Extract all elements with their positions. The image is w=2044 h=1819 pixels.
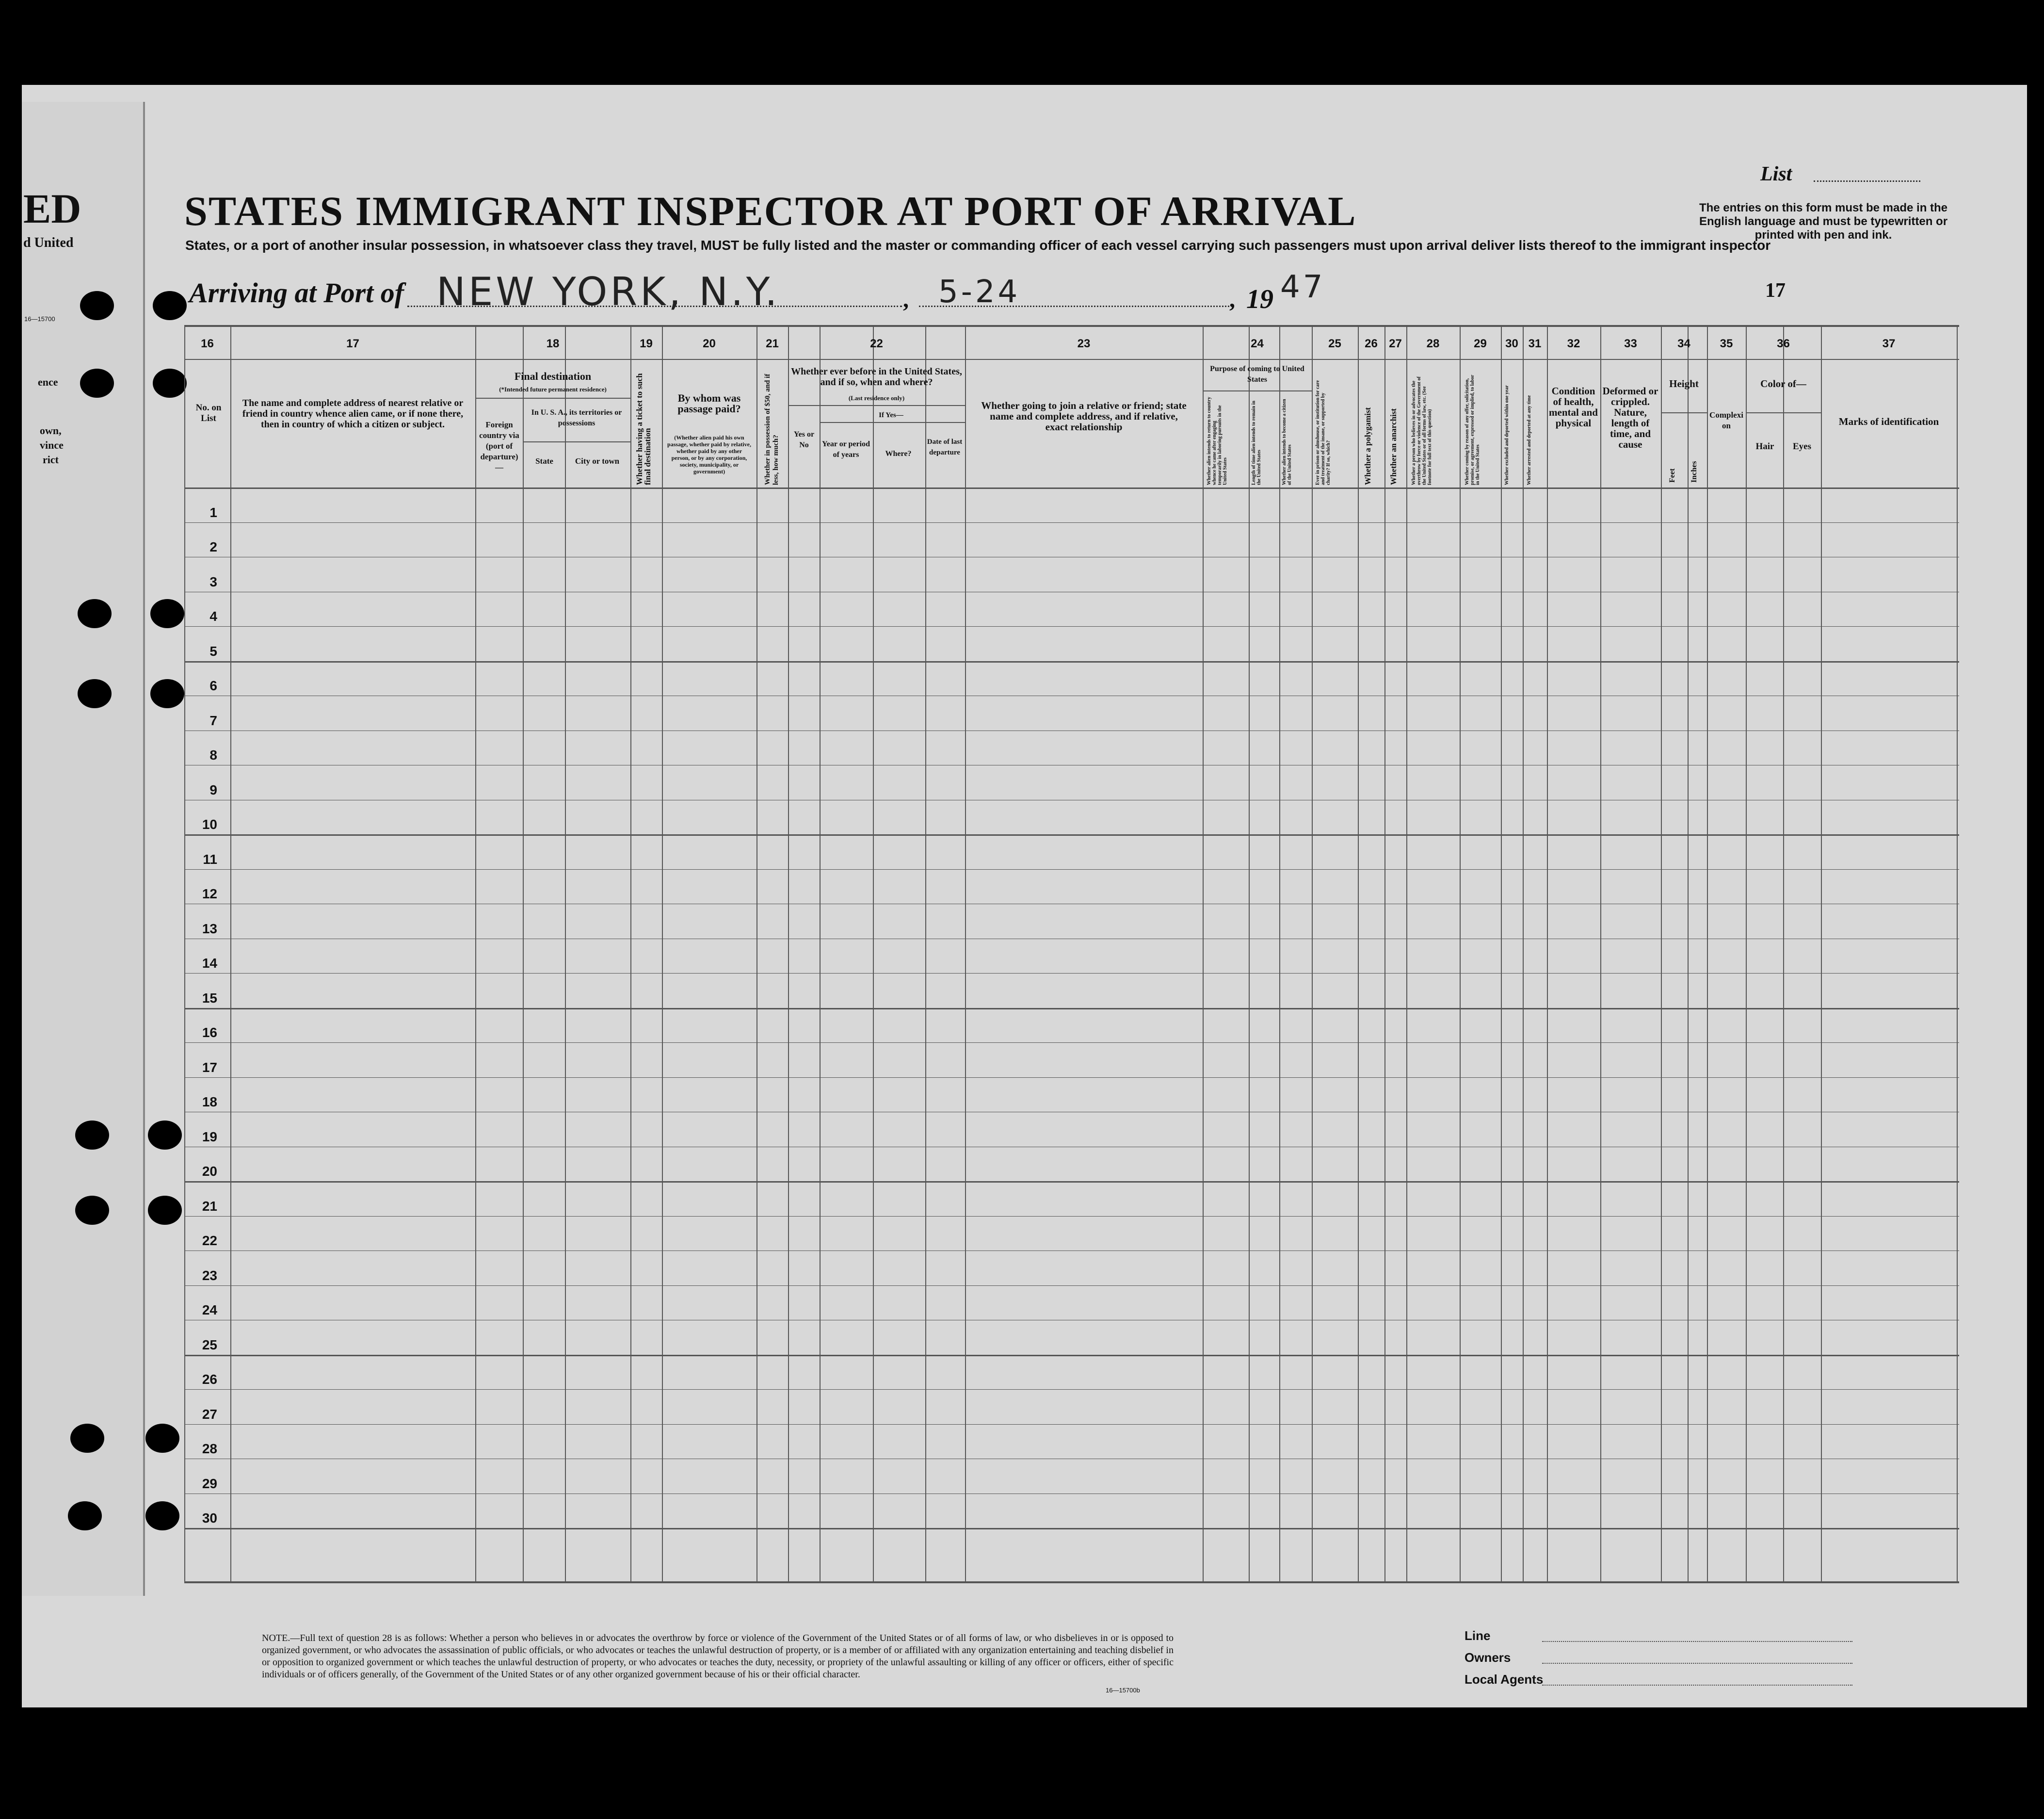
colnum-31: 31 xyxy=(1528,337,1542,350)
row-rule xyxy=(184,1389,1959,1390)
hdr-health: Condition of health, mental and physical xyxy=(1549,385,1598,429)
row-number: 16 xyxy=(202,1025,217,1040)
row-number: 3 xyxy=(209,574,217,589)
hdr-fifty-dollars: Whether in possession of $50, and if less, how much? xyxy=(764,374,780,485)
line-fill xyxy=(1542,1641,1852,1642)
column-rule xyxy=(523,325,524,1583)
row-number: 25 xyxy=(202,1337,217,1352)
row-number: 6 xyxy=(209,678,217,693)
row-number: 2 xyxy=(209,539,217,554)
hdr-purpose-return: Whether alien intends to return to country whence he came after engaging temporarily in laboring pursuits in the United States xyxy=(1207,397,1228,485)
sub-rule xyxy=(1203,390,1312,391)
punch-hole xyxy=(145,1501,179,1530)
strip-united-fragment: d United xyxy=(23,235,74,250)
hdr-foreign-country: Foreign country via (port of departure)— xyxy=(479,420,519,472)
punch-hole xyxy=(145,1424,179,1453)
year-handwritten: 47 xyxy=(1280,269,1326,305)
hdr-year-period: Year or period of years xyxy=(822,440,870,459)
row-rule xyxy=(184,1285,1959,1286)
hdr-inches: Inches xyxy=(1690,461,1698,483)
hdr-yes-no: Yes or No xyxy=(793,430,815,449)
list-fill-line xyxy=(1814,180,1920,182)
strip-province-fragment: vince xyxy=(40,439,64,451)
column-rule xyxy=(1661,325,1662,1583)
strip-rict-fragment: rict xyxy=(43,454,59,466)
local-agents-fill xyxy=(1542,1685,1852,1686)
colnum-16: 16 xyxy=(201,337,214,350)
row-number: 24 xyxy=(202,1302,217,1317)
row-number: 17 xyxy=(202,1059,217,1075)
row-number: 4 xyxy=(209,609,217,624)
hdr-purpose-length: Length of time alien intends to remain in the United States xyxy=(1251,401,1262,485)
colnum-35: 35 xyxy=(1720,337,1733,350)
row-rule xyxy=(184,522,1959,523)
row-rule xyxy=(184,626,1959,627)
colnum-29: 29 xyxy=(1474,337,1487,350)
hdr-nearest-relative: The name and complete address of nearest relative or friend in country whence alien came, or if none there, then in country of which a citizen or subject. xyxy=(242,398,464,430)
column-rule xyxy=(1688,325,1689,1583)
row-number: 5 xyxy=(209,643,217,659)
column-rule xyxy=(1279,325,1280,1583)
footer-form-code: 16—15700b xyxy=(1106,1687,1140,1694)
punch-hole xyxy=(70,1424,104,1453)
hdr-overthrow: Whether a person who believes in or advocates the overthrow by force or violence of the Government of the United States or of all forms of law, etc. (See footnote for full text of this question) xyxy=(1411,376,1432,485)
column-rule xyxy=(565,325,566,1583)
strip-title-fragment: ED xyxy=(23,185,81,232)
row-number: 20 xyxy=(202,1164,217,1179)
strip-form-code: 16—15700 xyxy=(24,315,55,323)
column-rule xyxy=(184,325,185,1583)
row-rule xyxy=(184,1424,1959,1425)
column-rule xyxy=(1523,325,1524,1583)
sub-rule xyxy=(1746,412,1821,413)
column-rule xyxy=(630,325,631,1583)
hdr-labor-offer: Whether coming by reason of any offer, solicitation, promise, or agreement, expressed or implied, to labor in the United States xyxy=(1465,374,1481,485)
hdr-state: State xyxy=(535,456,553,466)
punch-hole xyxy=(75,1196,109,1225)
column-rule xyxy=(662,325,663,1583)
colnum-21: 21 xyxy=(766,337,779,350)
hdr-marks: Marks of identification xyxy=(1838,416,1939,427)
row-number: 12 xyxy=(202,886,217,901)
hdr-polygamist: Whether a polygamist xyxy=(1363,407,1372,485)
row-number: 9 xyxy=(209,782,217,797)
row-number: 26 xyxy=(202,1372,217,1387)
row-number: 18 xyxy=(202,1094,217,1109)
punch-hole xyxy=(78,679,112,708)
punch-hole xyxy=(153,291,187,320)
hdr-anarchist: Whether an anarchist xyxy=(1389,408,1398,485)
column-rule xyxy=(788,325,789,1583)
hdr-complexion: Complexion xyxy=(1709,410,1743,430)
colnum-28: 28 xyxy=(1426,337,1440,350)
punch-hole xyxy=(80,291,114,320)
punch-hole xyxy=(153,369,187,398)
colnum-34: 34 xyxy=(1677,337,1690,350)
column-rule xyxy=(1358,325,1359,1583)
list-label: List xyxy=(1760,163,1792,185)
hdr-eyes: Eyes xyxy=(1793,441,1811,452)
colnum-20: 20 xyxy=(703,337,716,350)
row-number: 19 xyxy=(202,1129,217,1144)
sub-rule xyxy=(820,422,965,423)
hdr-excluded: Whether excluded and deported within one year xyxy=(1504,385,1510,485)
colnum-25: 25 xyxy=(1328,337,1341,350)
row-number: 30 xyxy=(202,1510,217,1526)
column-rule xyxy=(1821,325,1822,1583)
column-rule xyxy=(230,325,231,1583)
local-agents-label: Local Agents xyxy=(1465,1672,1544,1687)
hdr-feet: Feet xyxy=(1668,468,1676,483)
row-number: 7 xyxy=(209,713,217,728)
colnum-27: 27 xyxy=(1389,337,1402,350)
punch-hole xyxy=(75,1121,109,1150)
colnum-32: 32 xyxy=(1567,337,1580,350)
column-rule xyxy=(475,325,476,1583)
row-number: 1 xyxy=(209,504,217,520)
form-title: STATES IMMIGRANT INSPECTOR AT PORT OF ARRIVAL xyxy=(184,188,1357,234)
row-rule xyxy=(184,973,1959,974)
sub-rule xyxy=(1661,412,1707,413)
hdr-ticket: Whether having a ticket to such final destination xyxy=(635,373,652,485)
hdr-color-of: Color of— xyxy=(1760,378,1806,390)
hdr-height: Height xyxy=(1669,378,1699,390)
row-rule xyxy=(184,1216,1959,1217)
row-number: 23 xyxy=(202,1267,217,1283)
punch-hole xyxy=(150,679,184,708)
column-rule xyxy=(1746,325,1747,1583)
strip-town-fragment: own, xyxy=(40,424,62,437)
line-label: Line xyxy=(1465,1628,1491,1643)
table-top-rule xyxy=(184,325,1959,327)
column-rule xyxy=(1384,325,1385,1583)
colnum-17: 17 xyxy=(346,337,359,350)
colnum-23: 23 xyxy=(1077,337,1091,350)
hdr-passage-paid-sub: (Whether alien paid his own passage, whether paid by relative, whether paid by any other person, or by any corporation, society, municipality, or government) xyxy=(667,434,751,475)
question-28-footnote: NOTE.—Full text of question 28 is as follows: Whether a person who believes in or advocates the overthrow by force or violence of the Government of the United States or of all forms of law, or who disbelieves in or is opposed to organized government, or who advocates the assassination of public officials, or who advocates or teaches the unlawful destruction of property, or is a member of or affiliated with any organization entertaining and teaching disbelief in or opposition to organized government or which teaches the unlawful destruction of property, or who advocates or teaches the duty, necessity, or propriety of the unlawful assaulting or killing of any officer or officers, either of specific individuals or of officers generally, of the Government of the United States or of any other organized government because of his or their official character. xyxy=(262,1633,1174,1680)
colnum-33: 33 xyxy=(1624,337,1637,350)
entries-instructions: The entries on this form must be made in the English language and must be typewritten or printed with pen and ink. xyxy=(1699,201,1948,242)
hdr-deformed: Deformed or crippled. Nature, length of time, and cause xyxy=(1602,385,1658,450)
column-rule xyxy=(873,325,874,1583)
colnum-26: 26 xyxy=(1365,337,1378,350)
sub-rule xyxy=(788,405,965,406)
column-rule xyxy=(1406,325,1407,1583)
row-number: 29 xyxy=(202,1476,217,1491)
colnum-22: 22 xyxy=(870,337,883,350)
row-rule xyxy=(184,1528,1959,1529)
column-rule xyxy=(820,325,821,1583)
port-handwritten: NEW YORK, N.Y. xyxy=(436,269,780,314)
colnum-rule xyxy=(184,359,1959,360)
date-handwritten: 5-24 xyxy=(938,274,1021,310)
hdr-date-departure: Date of last departure xyxy=(927,438,963,456)
row-rule xyxy=(184,1355,1959,1356)
header-bottom-rule xyxy=(184,487,1959,489)
table-bottom-rule xyxy=(184,1581,1959,1583)
sheet-number: 17 xyxy=(1765,279,1786,302)
colnum-19: 19 xyxy=(640,337,653,350)
owners-fill xyxy=(1542,1663,1852,1664)
column-rule xyxy=(1501,325,1502,1583)
column-rule xyxy=(1600,325,1601,1583)
colnum-36: 36 xyxy=(1777,337,1790,350)
column-rule xyxy=(1957,325,1958,1583)
row-rule xyxy=(184,661,1959,663)
column-rule xyxy=(965,325,966,1583)
punch-hole xyxy=(150,599,184,628)
row-number: 8 xyxy=(209,747,217,763)
colnum-30: 30 xyxy=(1505,337,1518,350)
hdr-final-destination-sub: (*Intended future permanent residence) xyxy=(499,386,607,393)
hdr-where: Where? xyxy=(885,450,912,458)
arriving-label: Arriving at Port of xyxy=(189,277,404,309)
hdr-join-relative: Whether going to join a relative or friend; state name and complete address, and if relative, exact relationship xyxy=(981,400,1187,433)
hdr-in-usa: In U. S. A., its territories or possessions xyxy=(531,408,622,427)
column-rule xyxy=(1460,325,1461,1583)
column-rule xyxy=(1203,325,1204,1583)
sub-rule xyxy=(475,398,630,399)
hdr-no-on-list: No. on List xyxy=(195,403,222,423)
row-number: 27 xyxy=(202,1406,217,1422)
hdr-purpose: Purpose of coming to United States xyxy=(1210,365,1304,384)
row-rule xyxy=(184,834,1959,836)
year-prefix: 19 xyxy=(1246,284,1273,314)
hdr-prison: Ever in prison or almshouse, or institution for care and treatment of the insane, or supported by charity? If so, which? xyxy=(1315,380,1331,485)
left-binding-strip xyxy=(22,102,145,1596)
row-number: 13 xyxy=(202,921,217,936)
owners-label: Owners xyxy=(1465,1650,1511,1665)
row-number: 14 xyxy=(202,956,217,971)
sub-rule xyxy=(523,441,630,442)
row-number: 15 xyxy=(202,990,217,1006)
hdr-ever-before-sub: (Last residence only) xyxy=(848,394,905,402)
hdr-city: City or town xyxy=(575,456,620,466)
punch-hole xyxy=(78,599,112,628)
hdr-hair: Hair xyxy=(1755,441,1774,452)
row-number: 28 xyxy=(202,1441,217,1456)
hdr-if-yes: If Yes— xyxy=(879,411,903,419)
hdr-final-destination: Final destination xyxy=(514,370,592,382)
column-rule xyxy=(925,325,926,1583)
punch-hole xyxy=(68,1501,102,1530)
row-rule xyxy=(184,1077,1959,1078)
punch-hole xyxy=(80,369,114,398)
hdr-arrested: Whether arrested and deported at any time xyxy=(1527,395,1532,485)
comma-separator: , xyxy=(903,287,909,312)
row-number: 11 xyxy=(203,851,217,867)
column-rule xyxy=(1249,325,1250,1583)
hdr-passage-paid: By whom was passage paid? xyxy=(677,392,741,415)
punch-hole xyxy=(148,1196,182,1225)
row-number: 10 xyxy=(202,817,217,832)
column-rule xyxy=(1547,325,1548,1583)
colnum-18: 18 xyxy=(546,337,560,350)
comma-separator-2: , xyxy=(1229,287,1235,312)
row-rule xyxy=(184,1042,1959,1043)
hdr-purpose-citizen: Whether alien intends to become a citizen of the United States xyxy=(1282,399,1292,485)
row-number: 22 xyxy=(202,1233,217,1248)
punch-hole xyxy=(148,1121,182,1150)
form-subtitle: States, or a port of another insular possession, in whatsoever class they travel, MUST be fully listed and the master or commanding officer of each vessel carrying such passengers must upon arrival deliver lists thereof to the immigrant inspector xyxy=(185,238,1771,253)
row-rule xyxy=(184,1181,1959,1183)
column-rule xyxy=(1707,325,1708,1583)
row-rule xyxy=(184,869,1959,870)
manifest-table xyxy=(184,325,1959,1586)
colnum-37: 37 xyxy=(1882,337,1896,350)
hdr-ever-before: Whether ever before in the United States, and if so, when and where? xyxy=(791,366,962,388)
colnum-24: 24 xyxy=(1251,337,1264,350)
column-rule xyxy=(756,325,757,1583)
column-rule xyxy=(1783,325,1784,1583)
strip-ence-fragment: ence xyxy=(38,376,58,388)
row-number: 21 xyxy=(202,1198,217,1214)
row-rule xyxy=(184,1008,1959,1009)
column-rule xyxy=(1312,325,1313,1583)
